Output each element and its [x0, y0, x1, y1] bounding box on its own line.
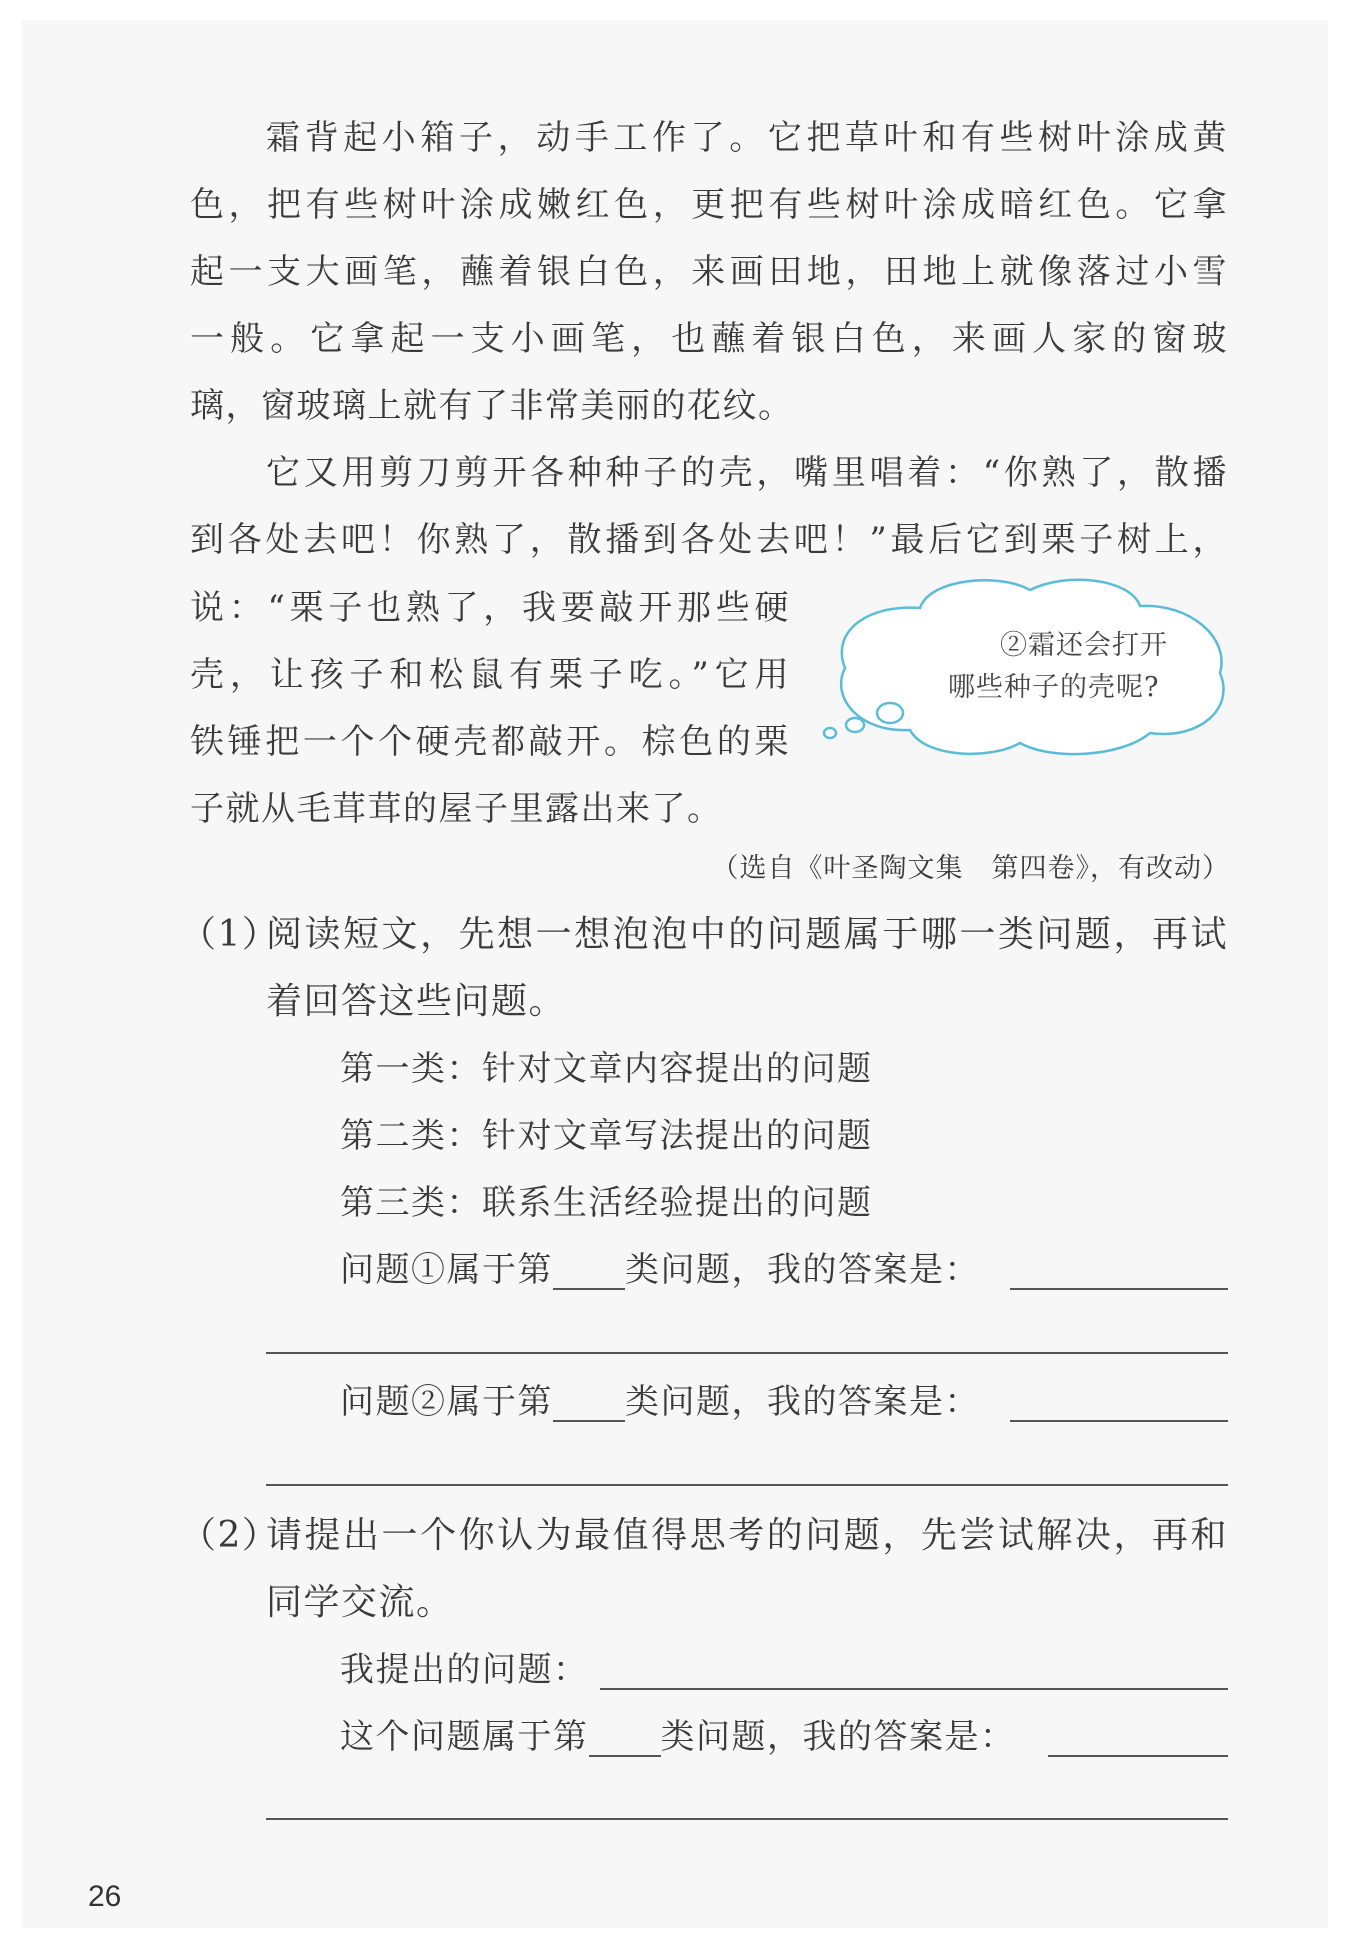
thought-bubble: [800, 568, 1240, 768]
category-blank-1[interactable]: [553, 1252, 625, 1290]
answer-blank-2[interactable]: [1010, 1420, 1228, 1422]
question-2-row: [340, 1382, 980, 1422]
passage-line: 它又用剪刀剪开各种种子的壳，嘴里唱着：“你熟了，散播: [266, 453, 1228, 493]
question-1-suffix: 类问题，我的答案是：: [625, 1250, 980, 1290]
category-item: 第三类：联系生活经验提出的问题: [340, 1183, 873, 1223]
category-item: 第一类：针对文章内容提出的问题: [340, 1049, 873, 1089]
source-citation: （选自《叶圣陶文集 第四卷》，有改动）: [711, 853, 1230, 884]
passage-line: 霜背起小箱子，动手工作了。它把草叶和有些树叶涂成黄: [266, 118, 1228, 158]
passage-line: 铁锤把一个个硬壳都敲开。棕色的栗: [190, 722, 790, 762]
passage-line: 色，把有些树叶涂成嫩红色，更把有些树叶涂成暗红色。它拿: [190, 185, 1228, 225]
my-question-blank[interactable]: [600, 1688, 1228, 1690]
question-1-row: [340, 1250, 980, 1290]
answer-blank-1[interactable]: [1010, 1288, 1228, 1290]
bubble-question-line: ②霜还会打开: [1000, 630, 1168, 661]
category-blank-2[interactable]: [553, 1384, 625, 1422]
exercise-1-prompt: 着回答这些问题。: [266, 981, 567, 1022]
my-question-label: 我提出的问题：: [340, 1650, 589, 1690]
category-item: 第二类：针对文章写法提出的问题: [340, 1116, 873, 1156]
answer-blank-3[interactable]: [1048, 1755, 1228, 1757]
passage-line: 子就从毛茸茸的屋子里露出来了。: [190, 789, 723, 829]
exercise-2-number: （2）: [180, 1515, 280, 1556]
question-2-prefix: 问题②属于第: [340, 1382, 553, 1422]
question-2-suffix: 类问题，我的答案是：: [625, 1382, 980, 1422]
exercise-1-prompt: 阅读短文，先想一想泡泡中的问题属于哪一类问题，再试: [266, 914, 1228, 955]
question-3-row: [340, 1717, 1016, 1757]
bubble-question-line: 哪些种子的壳呢?: [948, 672, 1160, 703]
passage-line: 壳，让孩子和松鼠有栗子吃。”它用: [190, 655, 790, 695]
passage-line: 说：“栗子也熟了，我要敲开那些硬: [190, 588, 790, 628]
question-1-prefix: 问题①属于第: [340, 1250, 553, 1290]
exercise-2-prompt: 请提出一个你认为最值得思考的问题，先尝试解决，再和: [266, 1515, 1228, 1556]
exercise-1-number: （1）: [180, 914, 280, 955]
answer-line-2[interactable]: [266, 1484, 1228, 1486]
passage-line: 到各处去吧！你熟了，散播到各处去吧！”最后它到栗子树上，: [190, 520, 1228, 560]
answer-line-1[interactable]: [266, 1352, 1228, 1354]
exercise-2-prompt: 同学交流。: [266, 1582, 454, 1623]
question-3-suffix: 类问题，我的答案是：: [660, 1717, 1016, 1757]
passage-line: 一般。它拿起一支小画笔，也蘸着银白色，来画人家的窗玻: [190, 319, 1228, 359]
answer-line-3[interactable]: [266, 1818, 1228, 1820]
page-number: 26: [88, 1880, 122, 1913]
textbook-page: [22, 20, 1328, 1928]
passage-line: 起一支大画笔，蘸着银白色，来画田地，田地上就像落过小雪: [190, 252, 1228, 292]
category-blank-3[interactable]: [589, 1719, 661, 1757]
passage-line: 璃，窗玻璃上就有了非常美丽的花纹。: [190, 386, 794, 426]
question-3-prefix: 这个问题属于第: [340, 1717, 589, 1757]
